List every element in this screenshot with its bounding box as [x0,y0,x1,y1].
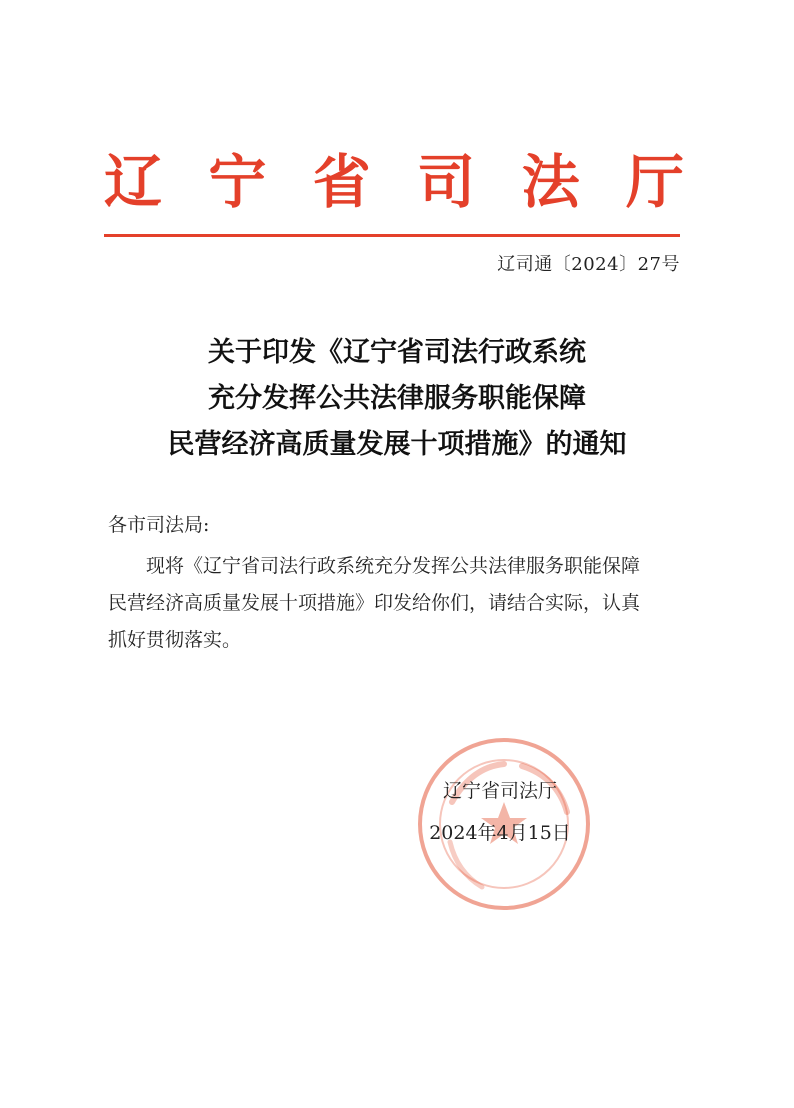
header-divider [104,234,680,237]
org-char: 宁 [208,148,267,216]
document-number: 辽司通〔2024〕27号 [497,254,680,275]
body-line: 现将《辽宁省司法行政系统充分发挥公共法律服务职能保障 [146,555,641,577]
body-line: 民营经济高质量发展十项措施》印发给你们，请结合实际，认真 [108,592,641,614]
org-char: 司 [417,148,476,216]
org-char: 辽 [104,148,163,216]
document-title [0,330,794,468]
body-line: 抓好贯彻落实。 [108,629,242,651]
salutation: 各市司法局: [108,514,210,536]
title-line: 民营经济高质量发展十项措施》的通知 [167,429,627,460]
body-paragraph [108,548,688,659]
org-char: 法 [521,148,580,216]
title-line: 充分发挥公共法律服务职能保障 [208,383,586,414]
signing-date: 2024年4月15日 [429,822,571,844]
issuing-org-header [104,142,684,222]
org-char: 省 [312,148,371,216]
title-line: 关于印发《辽宁省司法行政系统 [208,337,586,368]
signing-org: 辽宁省司法厅 [442,780,557,802]
org-char: 厅 [625,148,684,216]
